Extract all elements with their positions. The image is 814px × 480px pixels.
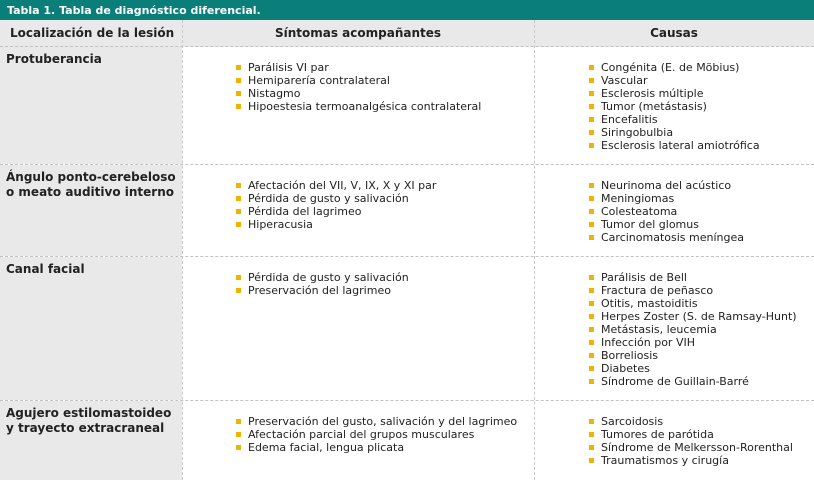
row-location: Protuberancia	[0, 47, 182, 164]
list-item: Infección por VIH	[589, 336, 797, 349]
symptoms-list	[236, 271, 409, 297]
list-item: Vascular	[589, 74, 760, 87]
header-localizacion: Localización de la lesión	[10, 26, 175, 40]
header-sintomas: Síntomas acompañantes	[274, 26, 442, 40]
list-item: Herpes Zoster (S. de Ramsay-Hunt)	[589, 310, 797, 323]
row-location: Canal facial	[0, 257, 182, 400]
list-item: Pérdida de gusto y salivación	[236, 271, 409, 284]
list-item: Carcinomatosis meníngea	[589, 231, 744, 244]
list-item: Diabetes	[589, 362, 797, 375]
table-title: Tabla 1. Tabla de diagnóstico diferencial.	[0, 0, 814, 20]
list-item: Esclerosis múltiple	[589, 87, 760, 100]
list-item: Parálisis de Bell	[589, 271, 797, 284]
list-item: Tumores de parótida	[589, 428, 793, 441]
list-item: Síndrome de Melkersson-Rorenthal	[589, 441, 793, 454]
symptoms-list	[236, 61, 481, 113]
list-item: Esclerosis lateral amiotrófica	[589, 139, 760, 152]
list-item: Congénita (E. de Möbius)	[589, 61, 760, 74]
list-item: Hemiparería contralateral	[236, 74, 481, 87]
causes-list	[589, 271, 797, 388]
row-location: Agujero estilomastoideo y trayecto extracraneal	[0, 401, 182, 480]
list-item: Preservación del gusto, salivación y del lagrimeo	[236, 415, 517, 428]
list-item: Preservación del lagrimeo	[236, 284, 409, 297]
list-item: Meningiomas	[589, 192, 744, 205]
list-item: Metástasis, leucemia	[589, 323, 797, 336]
list-item: Tumor del glomus	[589, 218, 744, 231]
table-row-canal-facial	[0, 257, 814, 401]
list-item: Neurinoma del acústico	[589, 179, 744, 192]
causes-list	[589, 61, 760, 152]
row-location: Ángulo ponto-cerebeloso o meato auditivo interno	[0, 165, 182, 256]
list-item: Colesteatoma	[589, 205, 744, 218]
list-item: Borreliosis	[589, 349, 797, 362]
list-item: Afectación del VII, V, IX, X y XI par	[236, 179, 436, 192]
list-item: Sarcoidosis	[589, 415, 793, 428]
list-item: Pérdida de gusto y salivación	[236, 192, 436, 205]
list-item: Hipoestesia termoanalgésica contralateral	[236, 100, 481, 113]
table-row-protuberancia	[0, 47, 814, 165]
list-item: Traumatismos y cirugía	[589, 454, 793, 467]
table-row-angulo	[0, 165, 814, 257]
header-causas: Causas	[650, 26, 698, 40]
list-item: Pérdida del lagrimeo	[236, 205, 436, 218]
table-header-row	[0, 20, 814, 47]
list-item: Parálisis VI par	[236, 61, 481, 74]
list-item: Edema facial, lengua plicata	[236, 441, 517, 454]
causes-list	[589, 415, 793, 467]
list-item: Tumor (metástasis)	[589, 100, 760, 113]
symptoms-list	[236, 179, 436, 231]
list-item: Encefalitis	[589, 113, 760, 126]
list-item: Síndrome de Guillain-Barré	[589, 375, 797, 388]
list-item: Nistagmo	[236, 87, 481, 100]
list-item: Siringobulbia	[589, 126, 760, 139]
list-item: Hiperacusia	[236, 218, 436, 231]
list-item: Otitis, mastoiditis	[589, 297, 797, 310]
causes-list	[589, 179, 744, 244]
table-row-agujero	[0, 401, 814, 480]
list-item: Fractura de peñasco	[589, 284, 797, 297]
symptoms-list	[236, 415, 517, 454]
list-item: Afectación parcial del grupos musculares	[236, 428, 517, 441]
